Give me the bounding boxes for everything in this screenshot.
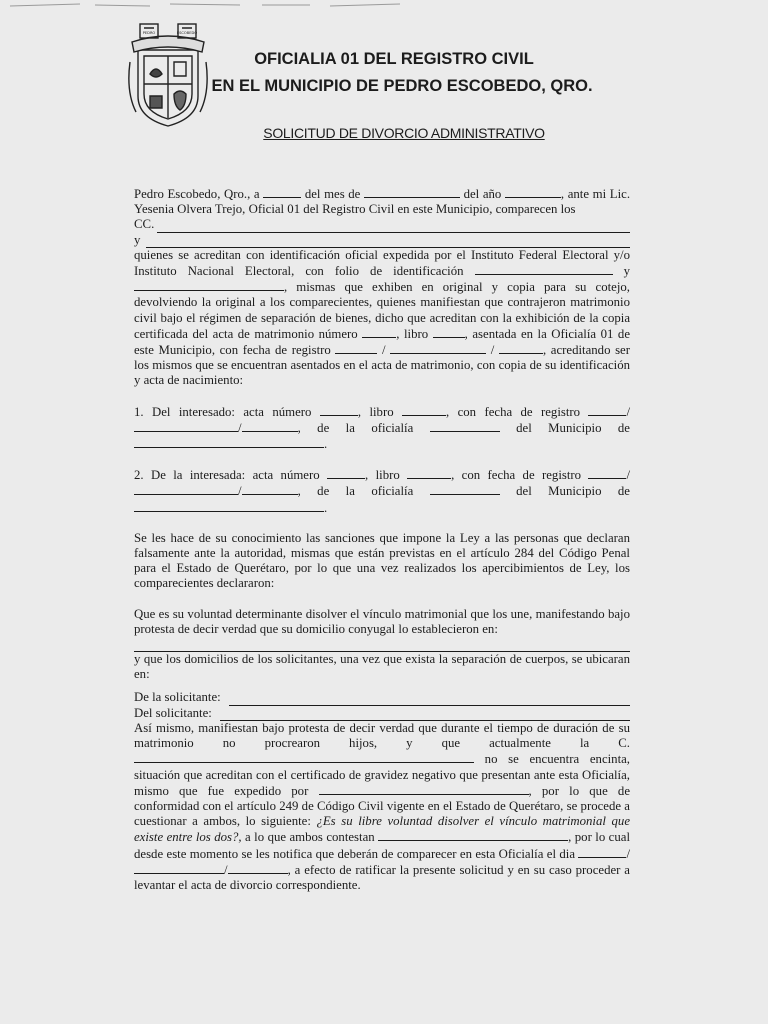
expedido-por-field[interactable] bbox=[319, 783, 529, 795]
interesada-mes-field[interactable] bbox=[134, 483, 238, 495]
domicilio-conyugal-field[interactable] bbox=[134, 637, 630, 652]
document-subtitle: SOLICITUD DE DIVORCIO ADMINISTRATIVO bbox=[263, 125, 545, 141]
interesada-dia-field[interactable] bbox=[588, 467, 626, 479]
crest-banner-left: PEDRO bbox=[142, 31, 156, 35]
registro-dia-field[interactable] bbox=[335, 342, 377, 354]
document-body bbox=[134, 186, 630, 893]
interesada-oficialia-field[interactable] bbox=[430, 483, 500, 495]
interesado-mes-field[interactable] bbox=[134, 420, 238, 432]
paragraph-hijos: Así mismo, manifiestan bajo protesta de decir verdad que durante el tiempo de duración de su matrimonio no procrearon hijos, y que actualmente la C. no se encuentra encinta, situación que acreditan con el certificado de gravidez negativo que presentan ante esta Oficialía, mismo que fue expedido por , por lo que de conformidad con el artículo 249 de Código Civil vigente en el Estado de Querétaro, se procede a cuestionar a ambos, lo siguiente: ¿Es su libre voluntad disolver el vínculo matrimonial que existe entre los dos?, a lo que ambos contestan , por lo cual desde este momento se les notifica que deberán de comparecer en esta Oficialía el dia // , a efecto de ratificar la presente solicitud y en su caso proceder a levantar el acta de divorcio correspondiente. bbox=[134, 720, 631, 892]
top-scan-marks bbox=[0, 0, 768, 14]
paragraph-identificacion: quienes se acreditan con identificación oficial expedida por el Instituto Federal Electoral y/o Instituto Nacional Electoral, con folio de identificación y , mismas que exhiben en original y copia para su cotejo, devolviendo la original a los comparecientes, quienes manifiestan que contrajeron matrimonio civil bajo el régimen de separación de bienes, dicho que acreditan con la exhibición de la copia certificada del acta de matrimonio número , libro , asentada en la Oficialía 01 de este Municipio, con fecha de registro / / , acreditando ser los mismos que se encuentran asentados en el acta de matrimonio, con copia de su identificación y acta de nacimiento: bbox=[134, 247, 631, 388]
paragraph-voluntad: Que es su voluntad determinante disolver el vínculo matrimonial que los une, manifestando bajo protesta de decir verdad que su domicilio conyugal lo establecieron en: bbox=[134, 606, 630, 636]
interesada-municipio-field[interactable] bbox=[134, 500, 324, 512]
month-field[interactable] bbox=[364, 186, 460, 198]
interesado-libro-field[interactable] bbox=[402, 404, 446, 416]
compareciente-2-field[interactable] bbox=[146, 236, 630, 248]
item-interesada: 2. De la interesada: acta número , libro , con fecha de registro // , de la oficialía del Municipio de . bbox=[134, 468, 631, 515]
acta-matrimonio-field[interactable] bbox=[362, 326, 396, 338]
header-line-2: EN EL MUNICIPIO DE PEDRO ESCOBEDO, QRO. bbox=[211, 77, 593, 95]
interesado-dia-field[interactable] bbox=[588, 404, 626, 416]
nombre-solicitante-field[interactable] bbox=[134, 751, 474, 763]
registro-anio-field[interactable] bbox=[499, 342, 543, 354]
interesada-libro-field[interactable] bbox=[407, 467, 451, 479]
interesado-municipio-field[interactable] bbox=[134, 436, 324, 448]
day-field[interactable] bbox=[263, 186, 301, 198]
interesada-anio-field[interactable] bbox=[242, 483, 298, 495]
respuesta-field[interactable] bbox=[378, 829, 568, 841]
y-line: y bbox=[134, 233, 630, 248]
ratificacion-anio-field[interactable] bbox=[228, 862, 288, 874]
solicitante-m-line: Del solicitante: bbox=[134, 706, 630, 721]
interesado-acta-field[interactable] bbox=[320, 404, 358, 416]
compareciente-1-field[interactable] bbox=[157, 221, 630, 233]
interesado-oficialia-field[interactable] bbox=[430, 420, 500, 432]
domicilio-solicitante-field[interactable] bbox=[229, 694, 630, 706]
crest-banner-right: ESCOBEDO bbox=[176, 31, 198, 35]
ratificacion-dia-field[interactable] bbox=[578, 846, 626, 858]
cc-line: CC. bbox=[134, 217, 630, 232]
paragraph-domicilios: y que los domicilios de los solicitantes, una vez que exista la separación de cuerpos, se ubicaran en: bbox=[134, 652, 630, 682]
ratificacion-mes-field[interactable] bbox=[134, 862, 224, 874]
registro-mes-field[interactable] bbox=[390, 342, 486, 354]
domicilio-solicitante-m-field[interactable] bbox=[220, 709, 630, 721]
interesada-acta-field[interactable] bbox=[327, 467, 365, 479]
paragraph-intro: Pedro Escobedo, Qro., a del mes de del año , ante mi Lic. Yesenia Olvera Trejo, Oficial 01 del Registro Civil en este Municipio, comparecen los bbox=[134, 187, 631, 217]
pregunta-voluntad: ¿Es su libre voluntad disolver el vínculo matrimonial que existe entre los dos?, bbox=[134, 814, 630, 845]
folio-2-field[interactable] bbox=[134, 279, 284, 291]
solicitante-f-line: De la solicitante: bbox=[134, 690, 630, 705]
year-field[interactable] bbox=[505, 186, 561, 198]
header-line-1: OFICIALIA 01 DEL REGISTRO CIVIL bbox=[254, 50, 534, 68]
item-interesado: 1. Del interesado: acta número , libro , con fecha de registro // , de la oficialía del Municipio de . bbox=[134, 404, 631, 452]
interesado-anio-field[interactable] bbox=[242, 420, 298, 432]
folio-1-field[interactable] bbox=[475, 263, 613, 275]
municipal-crest-logo bbox=[128, 22, 208, 130]
paragraph-sanciones: Se les hace de su conocimiento las sanciones que impone la Ley a las personas que declaran falsamente ante la autoridad, mismas que están previstas en el artículo 284 del Código Penal para el Estado de Querétaro, por lo que una vez realizados los apercibimientos de Ley, los comparecientes declararon: bbox=[134, 530, 630, 591]
libro-matrimonio-field[interactable] bbox=[433, 326, 465, 338]
